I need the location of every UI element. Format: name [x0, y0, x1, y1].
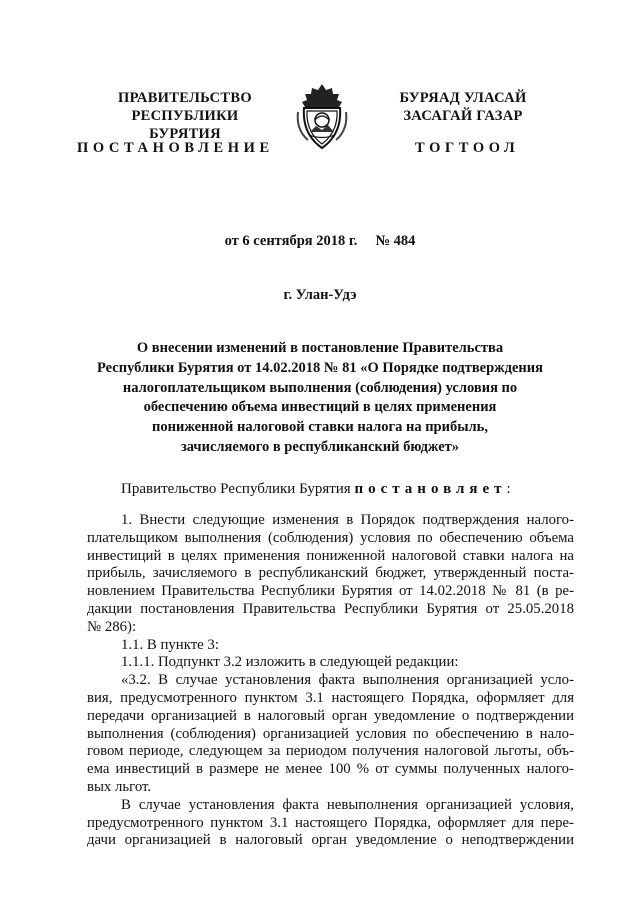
body-line: 1.1. В пункте 3: [121, 636, 219, 653]
issuer-line: ЗАСАГАЙ ГАЗАР [403, 108, 523, 124]
title-line: О внесении изменений в постановление Правительства [136, 340, 504, 356]
issuer-name-buryat [383, 89, 543, 125]
document-type-buryat: ТОГТООЛ [415, 140, 520, 156]
body-line: плательщиком выполнения (соблюдения) условия по обеспечению объема [87, 529, 574, 546]
body-line: 1.1.1. Подпункт 3.2 изложить в следующей редакции: [121, 654, 459, 671]
body-line: говом периоде, следующем за периодом получения налоговой льготы, объ- [87, 743, 574, 760]
title-line: пониженной налоговой ставки налога на прибыль, [152, 419, 488, 436]
document-city: г. Улан-Удэ [283, 287, 357, 303]
body-line: ема инвестиций в размере не менее 100 % от суммы полученных налого- [87, 761, 574, 778]
document-title [60, 339, 580, 458]
title-line: Республики Бурятия от 14.02.2018 № 81 «О Порядке подтверждения [97, 359, 543, 376]
decree-statement [121, 481, 511, 498]
body-text [87, 512, 574, 850]
title-line: зачисляемого в республиканский бюджет» [180, 438, 460, 455]
body-line: выполнения (соблюдения) организацией условия по обеспечению в нало- [87, 725, 574, 742]
decree-suffix: : [506, 481, 511, 497]
coat-of-arms-emblem [296, 82, 348, 152]
document-type-russian: ПОСТАНОВЛЕНИЕ [77, 140, 274, 156]
issuer-name-russian [100, 89, 270, 143]
issuer-line: ПРАВИТЕЛЬСТВО [118, 90, 252, 106]
body-line: дакции постановления Правительства Республики Бурятия от 25.05.2018 [87, 600, 574, 617]
body-line: № 286): [87, 618, 137, 635]
body-line: инвестиций в целях применения пониженной налоговой ставки налога на [87, 547, 574, 564]
issuer-line: РЕСПУБЛИКИ БУРЯТИЯ [131, 108, 239, 142]
body-line: новлением Правительства Республики Бурятия от 14.02.2018 № 81 (в ре- [87, 583, 574, 600]
body-line: вия, предусмотренного пунктом 3.1 настоящего Порядка, оформляет для [87, 689, 574, 706]
issuer-line: БУРЯАД УЛАСАЙ [399, 90, 527, 106]
body-line: «3.2. В случае установления факта выполнения организацией усло- [121, 672, 574, 689]
body-line: вых льгот. [87, 778, 152, 795]
body-line: 1. Внести следующие изменения в Порядок подтверждения налого- [121, 512, 574, 528]
decree-word: постановляет [354, 481, 507, 497]
body-line: прибыль, зачисляемого в республиканский бюджет, утвержденный поста- [87, 565, 574, 582]
document-date: от 6 сентября 2018 г. [224, 233, 358, 249]
date-number-line [0, 233, 640, 250]
decree-prefix: Правительство Республики Бурятия [121, 481, 355, 497]
title-line: налогоплательщиком выполнения (соблюдения) условия по [122, 379, 518, 396]
body-line: В случае установления факта невыполнения организацией условия, [121, 796, 574, 813]
body-line: передачи организацией в налоговый орган уведомление о подтверждении [87, 707, 574, 724]
body-line: дачи организацией в налоговый орган уведомление о неподтверждении [87, 832, 574, 849]
document-number: № 484 [375, 233, 416, 249]
body-line: предусмотренного пунктом 3.1 настоящего Порядка, оформляет для пере- [87, 814, 574, 831]
title-line: обеспечению объема инвестиций в целях применения [143, 399, 497, 416]
